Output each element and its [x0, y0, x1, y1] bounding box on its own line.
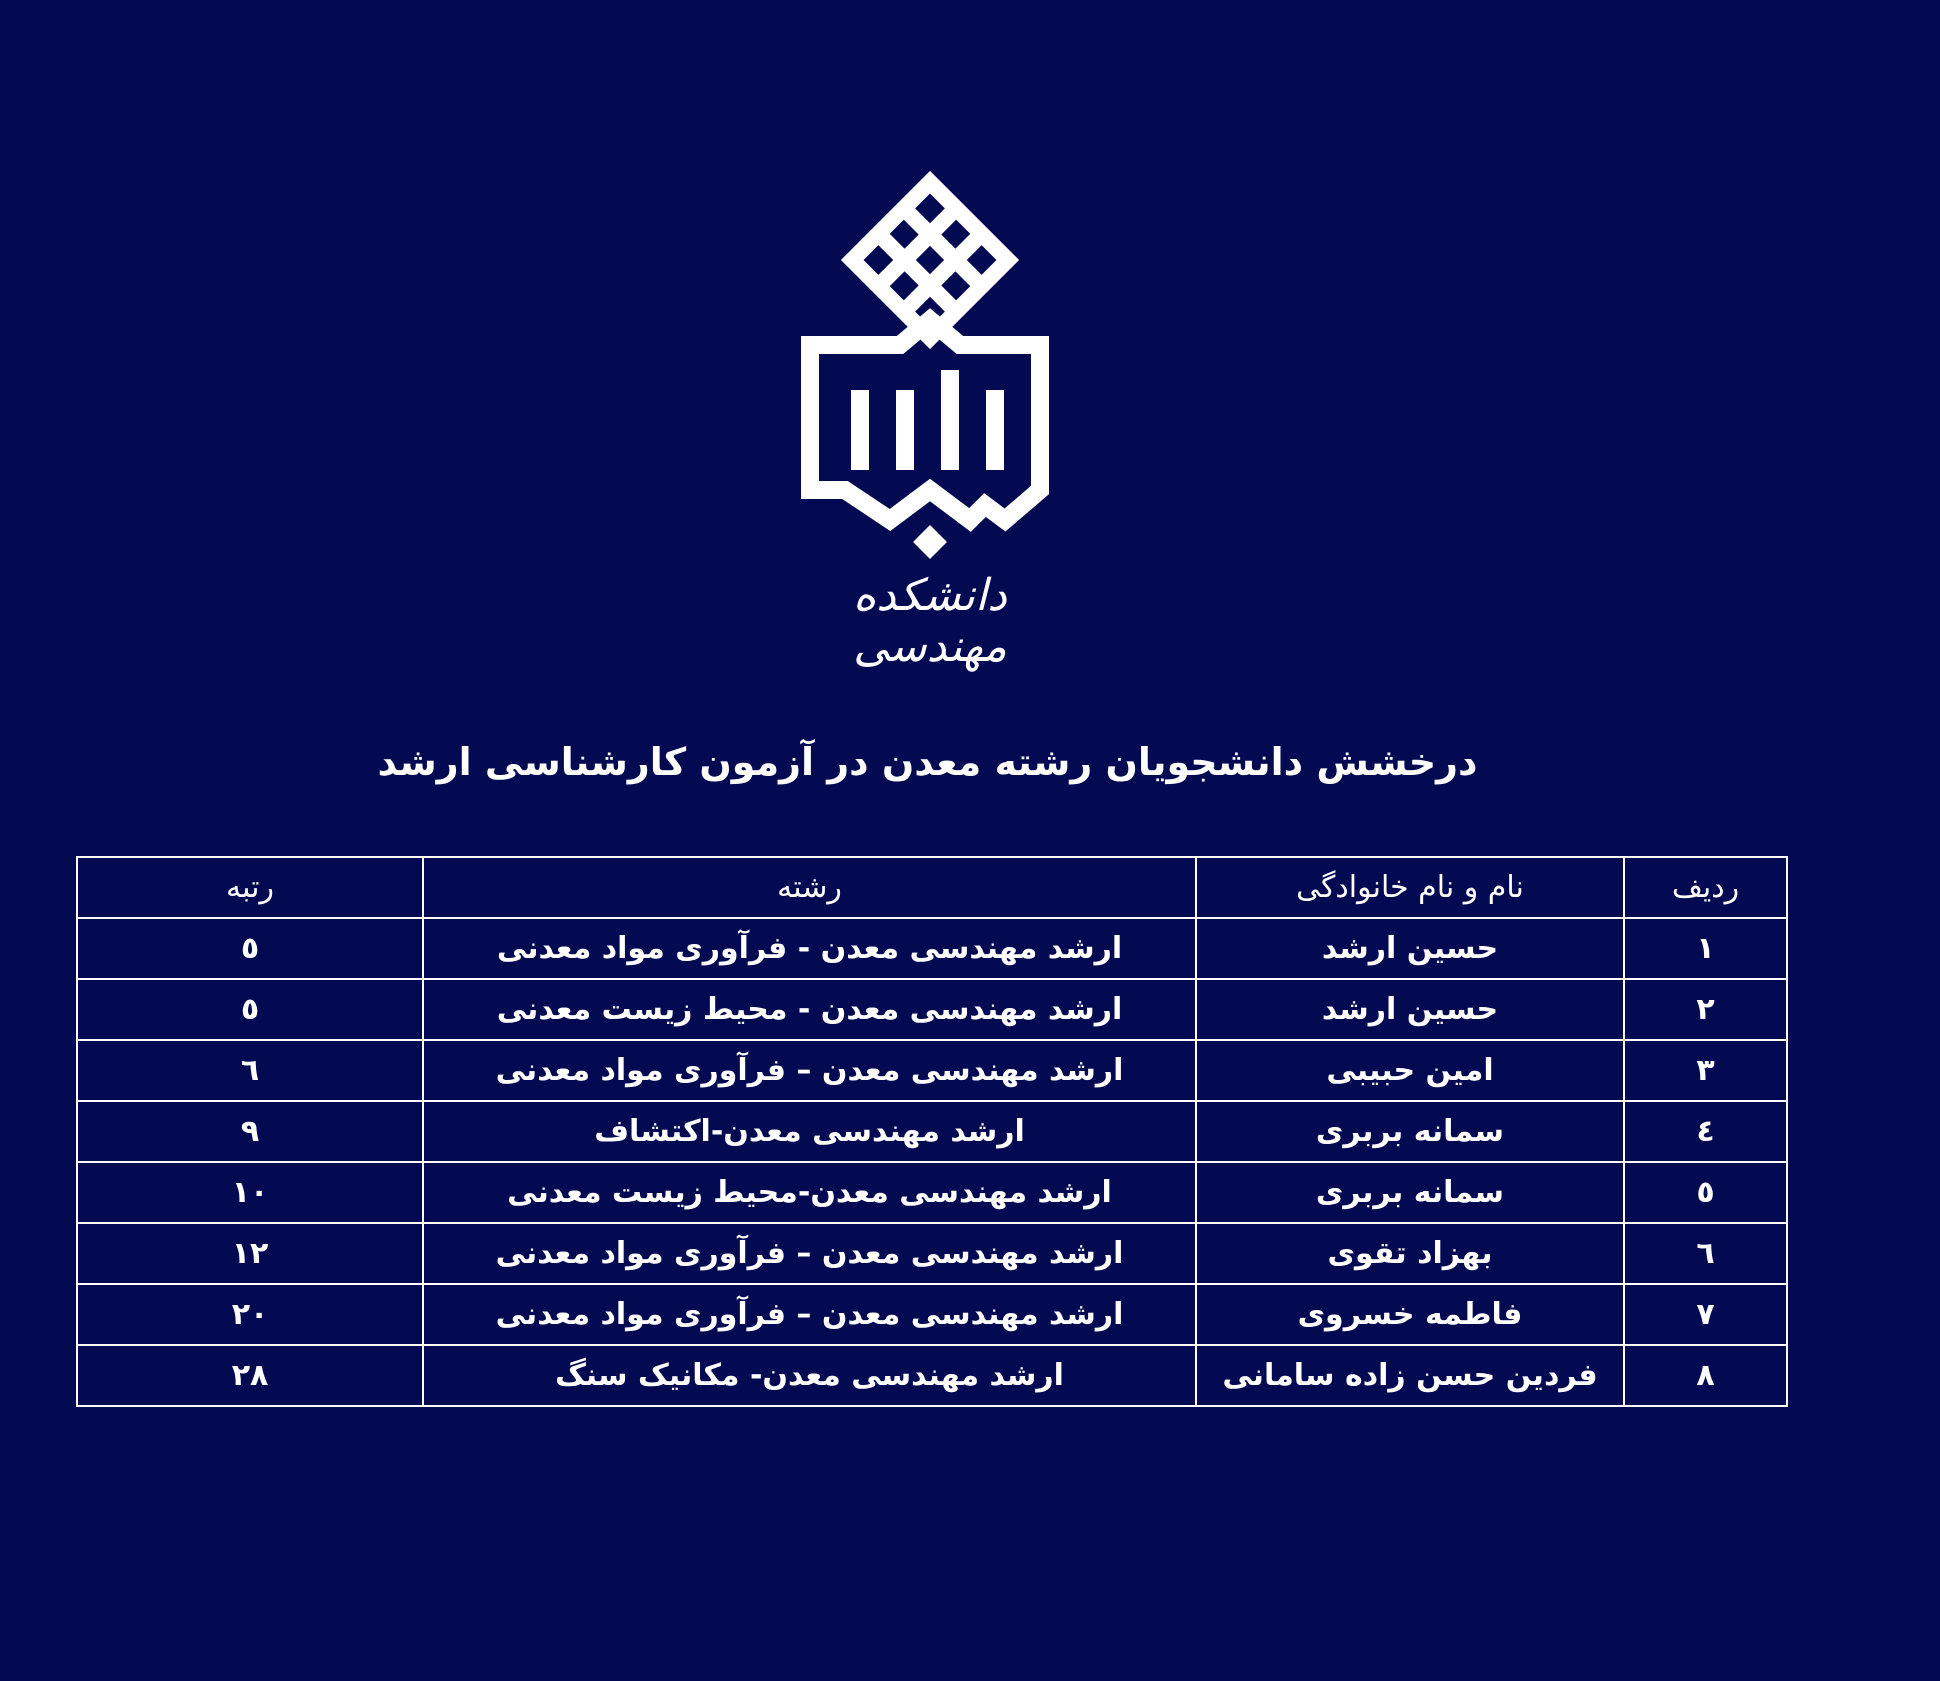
table-row [77, 1223, 1787, 1284]
name-cell: امین حبیبی [1196, 1040, 1624, 1101]
name-cell: فاطمه خسروی [1196, 1284, 1624, 1345]
ranking-table [76, 856, 1788, 1407]
row-number-cell: ٨ [1624, 1345, 1787, 1406]
column-header-rank: رتبه [77, 857, 423, 918]
row-number-cell: ١ [1624, 918, 1787, 979]
field-cell: ارشد مهندسی معدن-اکتشاف [423, 1101, 1196, 1162]
field-cell: ارشد مهندسی معدن-محیط زیست معدنی [423, 1162, 1196, 1223]
field-cell: ارشد مهندسی معدن - فرآوری مواد معدنی [423, 918, 1196, 979]
rank-cell: ٦ [77, 1040, 423, 1101]
field-cell: ارشد مهندسی معدن – فرآوری مواد معدنی [423, 1223, 1196, 1284]
page-title: درخشش دانشجویان رشته معدن در آزمون کارشناسی ارشد [377, 740, 1478, 784]
name-cell: فردین حسن زاده سامانی [1196, 1345, 1624, 1406]
row-number-cell: ٢ [1624, 979, 1787, 1040]
name-cell: سمانه بربری [1196, 1162, 1624, 1223]
rank-cell: ١٢ [77, 1223, 423, 1284]
table-row [77, 1162, 1787, 1223]
field-cell: ارشد مهندسی معدن- مکانیک سنگ [423, 1345, 1196, 1406]
table-header-row [77, 857, 1787, 918]
row-number-cell: ٥ [1624, 1162, 1787, 1223]
column-header-row-number: ردیف [1624, 857, 1787, 918]
logo-caption: دانشکده مهندسی [853, 570, 1007, 672]
rank-cell: ٥ [77, 918, 423, 979]
table-row [77, 1345, 1787, 1406]
field-cell: ارشد مهندسی معدن - محیط زیست معدنی [423, 979, 1196, 1040]
table-row [77, 979, 1787, 1040]
table-row [77, 1040, 1787, 1101]
field-cell: ارشد مهندسی معدن – فرآوری مواد معدنی [423, 1040, 1196, 1101]
field-cell: ارشد مهندسی معدن – فرآوری مواد معدنی [423, 1284, 1196, 1345]
name-cell: حسین ارشد [1196, 979, 1624, 1040]
column-header-field: رشته [423, 857, 1196, 918]
table-row [77, 1101, 1787, 1162]
name-cell: سمانه بربری [1196, 1101, 1624, 1162]
row-number-cell: ٦ [1624, 1223, 1787, 1284]
table-row [77, 1284, 1787, 1345]
row-number-cell: ٧ [1624, 1284, 1787, 1345]
rank-cell: ٢٠ [77, 1284, 423, 1345]
name-cell: بهزاد تقوی [1196, 1223, 1624, 1284]
rank-cell: ٢٨ [77, 1345, 423, 1406]
row-number-cell: ٣ [1624, 1040, 1787, 1101]
table-row [77, 918, 1787, 979]
row-number-cell: ٤ [1624, 1101, 1787, 1162]
rank-cell: ٥ [77, 979, 423, 1040]
rank-cell: ٩ [77, 1101, 423, 1162]
column-header-name: نام و نام خانوادگی [1196, 857, 1624, 918]
knot-building-emblem-icon [790, 170, 1070, 570]
name-cell: حسین ارشد [1196, 918, 1624, 979]
rank-cell: ١٠ [77, 1162, 423, 1223]
